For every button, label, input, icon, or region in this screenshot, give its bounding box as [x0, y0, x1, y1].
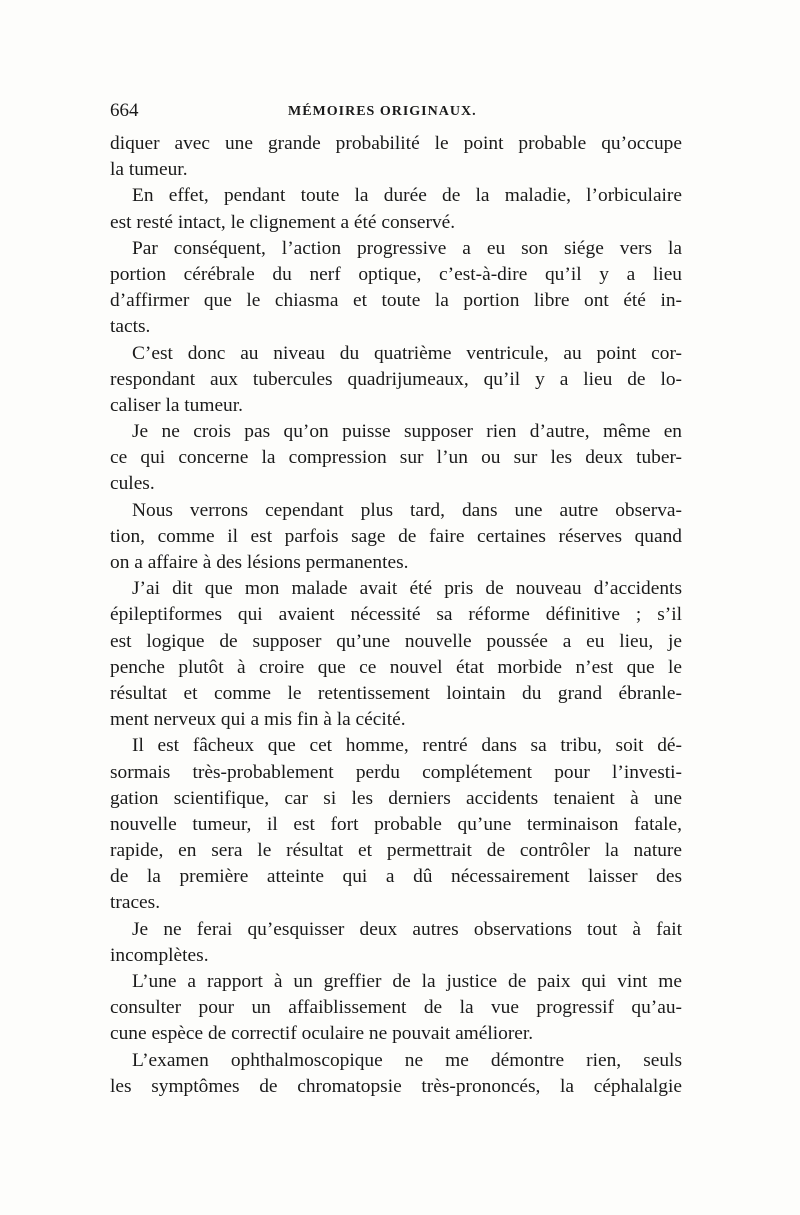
text-line: penche plutôt à croire que ce nouvel état morbide n’est que le — [110, 656, 682, 678]
text-line: les symptômes de chromatopsie très-prononcés, la céphalalgie — [110, 1075, 682, 1097]
text-line: incomplètes. — [110, 944, 209, 966]
text-line: cules. — [110, 473, 155, 495]
text-line: respondant aux tubercules quadrijumeaux, qu’il y a lieu de lo- — [110, 368, 682, 390]
text-line: d’affirmer que le chiasma et toute la portion libre ont été in- — [110, 290, 682, 312]
running-head — [110, 100, 680, 124]
text-line: ce qui concerne la compression sur l’un ou sur les deux tuber- — [110, 447, 682, 469]
body-text — [110, 131, 682, 1100]
text-line: L’examen ophthalmoscopique ne me démontre rien, seuls — [132, 1049, 682, 1071]
text-line: sormais très-probablement perdu complétement pour l’investi- — [110, 761, 682, 783]
text-line: portion cérébrale du nerf optique, c’est-à-dire qu’il y a lieu — [110, 263, 682, 285]
text-line: résultat et comme le retentissement lointain du grand ébranle- — [110, 682, 682, 704]
text-line: diquer avec une grande probabilité le point probable qu’occupe — [110, 133, 682, 154]
text-line: consulter pour un affaiblissement de la vue progressif qu’au- — [110, 997, 682, 1019]
text-line: J’ai dit que mon malade avait été pris de nouveau d’accidents — [132, 578, 682, 600]
text-line: Nous verrons cependant plus tard, dans une autre observa- — [132, 499, 682, 521]
text-line: caliser la tumeur. — [110, 394, 243, 416]
text-line: Je ne crois pas qu’on puisse supposer rien d’autre, même en — [132, 421, 682, 443]
text-line: En effet, pendant toute la durée de la maladie, l’orbiculaire — [132, 185, 682, 207]
text-line: traces. — [110, 892, 161, 914]
text-line: C’est donc au niveau du quatrième ventricule, au point cor- — [132, 342, 682, 364]
running-title: MÉMOIRES ORIGINAUX. — [288, 104, 477, 119]
text-line: ment nerveux qui a mis fin à la cécité. — [110, 709, 406, 731]
text-line: cune espèce de correctif oculaire ne pouvait améliorer. — [110, 1023, 534, 1045]
text-line: Il est fâcheux que cet homme, rentré dans sa tribu, soit dé- — [132, 735, 682, 757]
text-line: tacts. — [110, 316, 151, 338]
text-line: L’une a rapport à un greffier de la justice de paix qui vint me — [132, 971, 682, 992]
page-number: 664 — [110, 100, 139, 121]
text-line: gation scientifique, car si les derniers accidents tenaient à une — [110, 787, 682, 809]
text-line: Je ne ferai qu’esquisser deux autres observations tout à fait — [132, 918, 682, 940]
text-line: Par conséquent, l’action progressive a eu son siége vers la — [132, 237, 682, 259]
text-line: on a affaire à des lésions permanentes. — [110, 552, 409, 573]
text-line: est logique de supposer qu’une nouvelle poussée a eu lieu, je — [110, 630, 682, 652]
text-line: tion, comme il est parfois sage de faire certaines réserves quand — [110, 525, 682, 547]
text-line: épileptiformes qui avaient nécessité sa réforme définitive ; s’il — [110, 604, 682, 626]
text-line: de la première atteinte qui a dû nécessairement laisser des — [110, 866, 682, 888]
text-line: nouvelle tumeur, il est fort probable qu’une terminaison fatale, — [110, 813, 682, 835]
text-line: la tumeur. — [110, 159, 188, 181]
text-line: est resté intact, le clignement a été conservé. — [110, 211, 456, 233]
text-line: rapide, en sera le résultat et permettrait de contrôler la nature — [110, 840, 682, 862]
